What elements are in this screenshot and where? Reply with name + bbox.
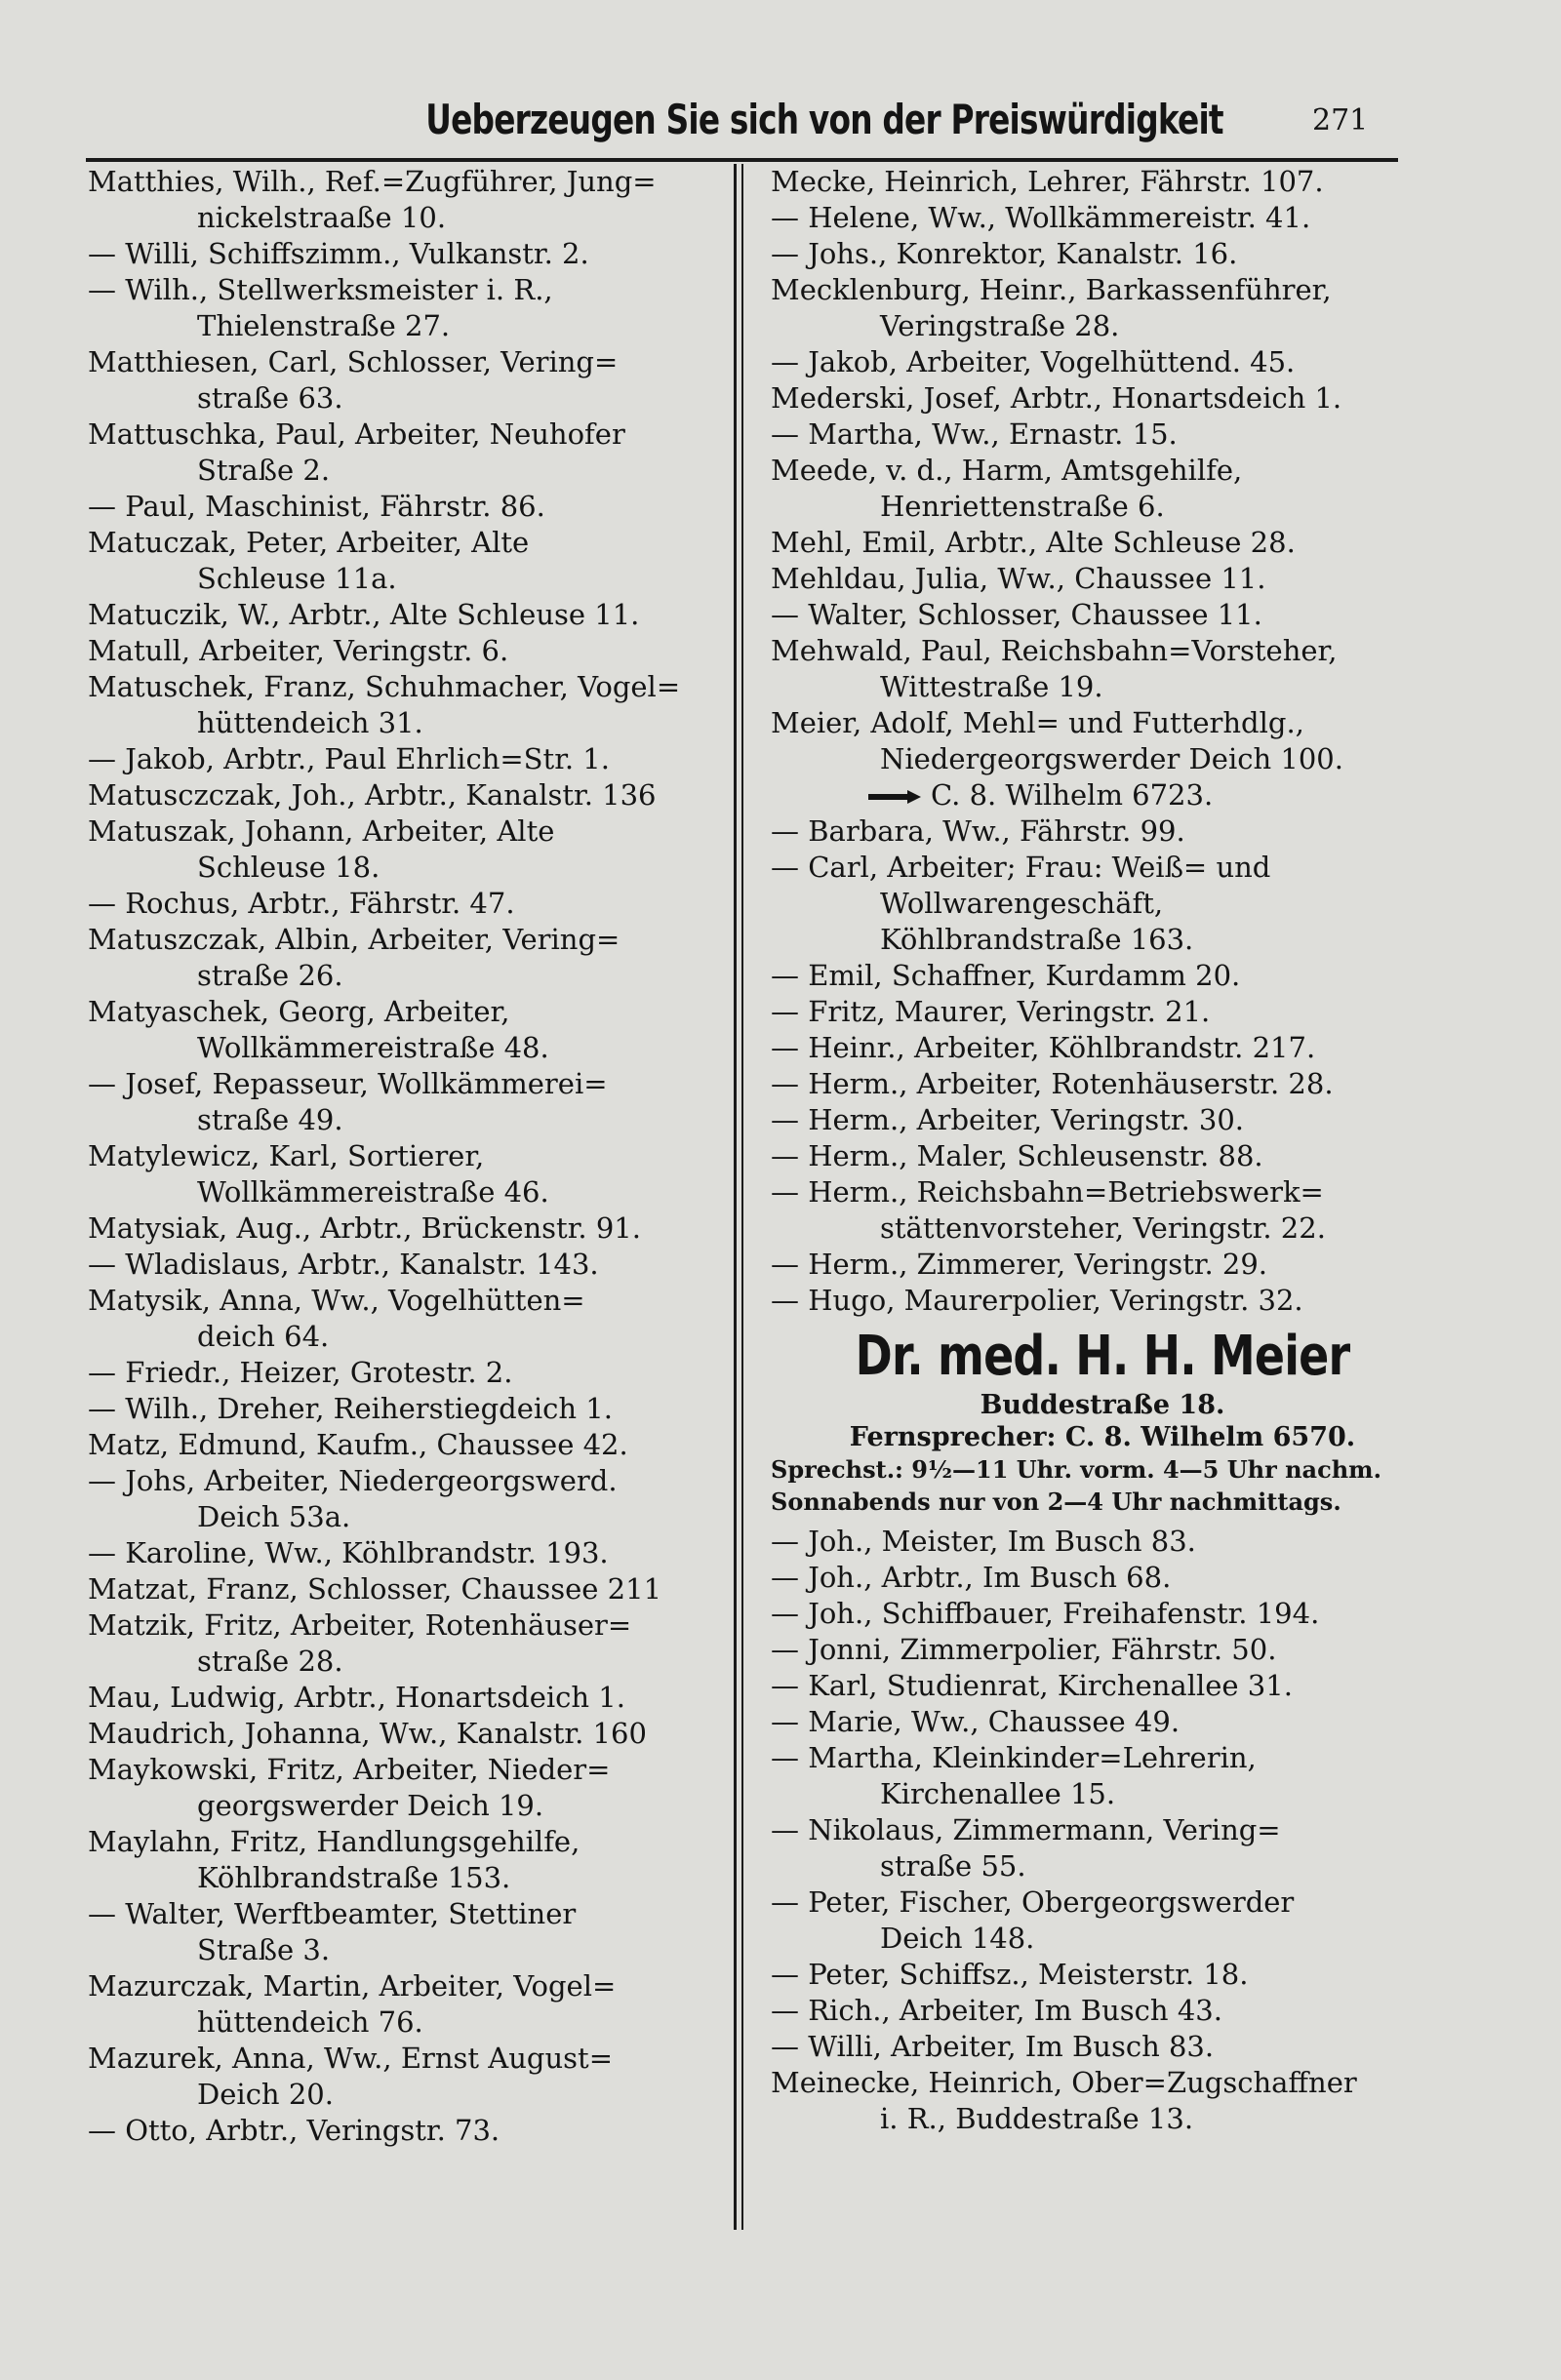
directory-entry: [771, 2029, 1434, 2065]
directory-entry: [771, 200, 1434, 236]
directory-entry: [88, 2113, 722, 2149]
entry-line: — Jonni, Zimmerpolier, Fährstr. 50.: [771, 1633, 1277, 1666]
directory-entry: [771, 1668, 1434, 1704]
directory-entry: [771, 958, 1434, 994]
directory-entry: [88, 272, 722, 344]
entry-line: — Fritz, Maurer, Veringstr. 21.: [771, 995, 1211, 1028]
entry-line: — Karl, Studienrat, Kirchenallee 31.: [771, 1669, 1293, 1702]
entry-line: — Barbara, Ww., Fährstr. 99.: [771, 814, 1185, 848]
directory-entry: [771, 1740, 1434, 1812]
directory-entry: [88, 525, 722, 597]
directory-entry: [88, 1427, 722, 1463]
directory-entry: [88, 1571, 722, 1607]
directory-entry: [88, 633, 722, 669]
entry-line: — Martha, Ww., Ernastr. 15.: [771, 417, 1178, 451]
ad-address: Buddestraße 18.: [980, 1390, 1225, 1420]
entry-line: — Joh., Schiffbauer, Freihafenstr. 194.: [771, 1597, 1320, 1630]
directory-entry: [771, 633, 1434, 705]
entry-line: — Herm., Maler, Schleusenstr. 88.: [771, 1139, 1263, 1172]
entry-line: Matull, Arbeiter, Veringstr. 6.: [88, 634, 509, 667]
entry-line: — Hugo, Maurerpolier, Veringstr. 32.: [771, 1284, 1303, 1317]
entry-line: — Herm., Arbeiter, Veringstr. 30.: [771, 1103, 1245, 1136]
directory-entry: [771, 850, 1434, 958]
entry-continuation: Deich 53a.: [197, 1500, 351, 1533]
right-column-top: [771, 164, 1434, 1319]
directory-entry: [771, 1596, 1434, 1632]
entry-line: — Nikolaus, Zimmermann, Vering=: [771, 1813, 1281, 1846]
entry-line: Mecklenburg, Heinr., Barkassenführer,: [771, 273, 1332, 306]
entry-line: Mederski, Josef, Arbtr., Honartsdeich 1.: [771, 381, 1342, 415]
entry-line: Mehwald, Paul, Reichsbahn=Vorsteher,: [771, 634, 1338, 667]
entry-line: — Karoline, Ww., Köhlbrandstr. 193.: [88, 1536, 609, 1569]
entry-continuation: Wollwarengeschäft,: [880, 887, 1164, 920]
entry-line: Matuszczak, Albin, Arbeiter, Vering=: [88, 923, 620, 956]
entry-line: — Joh., Arbtr., Im Busch 68.: [771, 1561, 1172, 1594]
entry-continuation: Schleuse 11a.: [197, 562, 397, 595]
directory-entry: [771, 561, 1434, 597]
entry-continuation: Köhlbrandstraße 153.: [197, 1861, 511, 1894]
entry-line: — Herm., Arbeiter, Rotenhäuserstr. 28.: [771, 1067, 1334, 1100]
directory-entry: [771, 1560, 1434, 1596]
directory-entry: [771, 1812, 1434, 1884]
entry-continuation: georgswerder Deich 19.: [197, 1789, 544, 1822]
directory-entry: [88, 416, 722, 489]
entry-line: Mehl, Emil, Arbtr., Alte Schleuse 28.: [771, 526, 1296, 559]
entry-line: Mazurczak, Martin, Arbeiter, Vogel=: [88, 1969, 617, 2003]
entry-line: — Heinr., Arbeiter, Köhlbrandstr. 217.: [771, 1031, 1316, 1064]
entry-line: — Johs., Konrektor, Kanalstr. 16.: [771, 237, 1238, 270]
entry-continuation: i. R., Buddestraße 13.: [880, 2102, 1194, 2135]
directory-entry: [88, 164, 722, 236]
directory-entry: [88, 1752, 722, 1824]
entry-line: Matuczak, Peter, Arbeiter, Alte: [88, 526, 530, 559]
directory-entry: [771, 705, 1434, 777]
entry-continuation: Thielenstraße 27.: [197, 309, 451, 342]
entry-line: — Wilh., Stellwerksmeister i. R.,: [88, 273, 553, 306]
entry-line: Matuczik, W., Arbtr., Alte Schleuse 11.: [88, 598, 640, 631]
page-number: 271: [1312, 103, 1369, 138]
entry-line: — Walter, Schlosser, Chaussee 11.: [771, 598, 1262, 631]
entry-continuation: straße 28.: [197, 1645, 343, 1678]
telephone-pointer-icon: [868, 790, 921, 804]
directory-entry: [771, 1957, 1434, 1993]
directory-entry: [88, 2041, 722, 2113]
directory-entry: [88, 1283, 722, 1355]
entry-line: Matysik, Anna, Ww., Vogelhütten=: [88, 1284, 585, 1317]
entry-line: — Peter, Schiffsz., Meisterstr. 18.: [771, 1958, 1249, 1991]
directory-entry: [771, 1283, 1434, 1319]
directory-entry: [771, 1174, 1434, 1247]
entry-continuation: Deich 20.: [197, 2078, 334, 2111]
entry-line: — Wilh., Dreher, Reiherstiegdeich 1.: [88, 1392, 613, 1425]
entry-line: [771, 777, 1434, 813]
entry-line: Maylahn, Fritz, Handlungsgehilfe,: [88, 1825, 580, 1858]
directory-entry: [88, 741, 722, 777]
directory-entry: [771, 525, 1434, 561]
directory-entry: [771, 1102, 1434, 1138]
directory-entry: [771, 1524, 1434, 1560]
entry-line: — Carl, Arbeiter; Frau: Weiß= und: [771, 851, 1271, 884]
directory-entry: [88, 1355, 722, 1391]
directory-entry: [771, 272, 1434, 344]
directory-entry: [771, 236, 1434, 272]
entry-line: — Walter, Werftbeamter, Stettiner: [88, 1897, 577, 1930]
entry-line: Mau, Ludwig, Arbtr., Honartsdeich 1.: [88, 1681, 625, 1714]
column-divider: [734, 164, 737, 2230]
entry-line: — Rochus, Arbtr., Fährstr. 47.: [88, 887, 515, 920]
entry-line: — Emil, Schaffner, Kurdamm 20.: [771, 959, 1241, 992]
directory-entry: [88, 1463, 722, 1535]
entry-continuation: nickelstraaße 10.: [197, 201, 447, 234]
entry-line: — Herm., Reichsbahn=Betriebswerk=: [771, 1175, 1324, 1209]
directory-entry: [88, 1607, 722, 1680]
entry-continuation: Henriettenstraße 6.: [880, 490, 1165, 523]
entry-continuation: Wollkämmereistraße 48.: [197, 1031, 549, 1064]
entry-line: — Friedr., Heizer, Grotestr. 2.: [88, 1356, 513, 1389]
entry-line: — Paul, Maschinist, Fährstr. 86.: [88, 490, 545, 523]
doctor-advertisement: [771, 1325, 1434, 1518]
entry-line: — Rich., Arbeiter, Im Busch 43.: [771, 1994, 1222, 2027]
directory-entry: [88, 344, 722, 416]
directory-entry: [771, 344, 1434, 380]
directory-entry: [771, 416, 1434, 453]
ad-doctor-name: Dr. med. H. H. Meier: [855, 1325, 1350, 1388]
directory-entry: [88, 777, 722, 813]
directory-entry: [88, 236, 722, 272]
entry-line: — Joh., Meister, Im Busch 83.: [771, 1525, 1196, 1558]
directory-entry: [88, 1535, 722, 1571]
entry-line: — Marie, Ww., Chaussee 49.: [771, 1705, 1181, 1738]
entry-line: Meede, v. d., Harm, Amtsgehilfe,: [771, 454, 1243, 487]
entry-line: — Jakob, Arbtr., Paul Ehrlich=Str. 1.: [88, 742, 610, 775]
directory-entry: [771, 1704, 1434, 1740]
entry-line: Matzat, Franz, Schlosser, Chaussee 211: [88, 1572, 662, 1606]
entry-line: Maudrich, Johanna, Ww., Kanalstr. 160: [88, 1717, 647, 1750]
entry-line: — Herm., Zimmerer, Veringstr. 29.: [771, 1248, 1268, 1281]
entry-line: Matuschek, Franz, Schuhmacher, Vogel=: [88, 670, 681, 703]
directory-entry: [771, 777, 1434, 813]
directory-entry: [771, 164, 1434, 200]
directory-entry: [771, 380, 1434, 416]
directory-entry: [771, 453, 1434, 525]
directory-entry: [771, 1138, 1434, 1174]
entry-continuation: Wollkämmereistraße 46.: [197, 1175, 549, 1209]
entry-line: Meier, Adolf, Mehl= und Futterhdlg.,: [771, 706, 1304, 739]
directory-entry: [771, 1993, 1434, 2029]
telephone-number: C. 8. Wilhelm 6723.: [931, 778, 1214, 812]
entry-line: — Josef, Repasseur, Wollkämmerei=: [88, 1067, 608, 1100]
ad-hours: Sprechst.: 9½—11 Uhr. vorm. 4—5 Uhr nachm.: [771, 1455, 1381, 1484]
entry-continuation: Wittestraße 19.: [880, 670, 1103, 703]
entry-line: Matuszak, Johann, Arbeiter, Alte: [88, 814, 555, 848]
entry-line: — Willi, Arbeiter, Im Busch 83.: [771, 2030, 1215, 2063]
entry-line: Meinecke, Heinrich, Ober=Zugschaffner: [771, 2066, 1357, 2099]
directory-entry: [88, 1716, 722, 1752]
directory-entry: [88, 1066, 722, 1138]
entry-continuation: Schleuse 18.: [197, 851, 380, 884]
directory-entry: [88, 1247, 722, 1283]
directory-entry: [88, 1680, 722, 1716]
directory-entry: [771, 1247, 1434, 1283]
entry-continuation: straße 55.: [880, 1849, 1026, 1883]
entry-continuation: Deich 148.: [880, 1922, 1035, 1955]
entry-line: — Jakob, Arbeiter, Vogelhüttend. 45.: [771, 345, 1296, 378]
entry-continuation: straße 63.: [197, 381, 343, 415]
directory-entry: [88, 1138, 722, 1210]
column-divider-inner: [741, 164, 743, 2230]
entry-line: Matthies, Wilh., Ref.=Zugführer, Jung=: [88, 165, 657, 198]
entry-line: Matzik, Fritz, Arbeiter, Rotenhäuser=: [88, 1608, 632, 1642]
directory-entry: [88, 886, 722, 922]
directory-entry: [771, 1632, 1434, 1668]
entry-continuation: deich 64.: [197, 1320, 330, 1353]
directory-entry: [771, 1066, 1434, 1102]
directory-entry: [88, 489, 722, 525]
entry-line: Matthiesen, Carl, Schlosser, Vering=: [88, 345, 619, 378]
directory-entry: [88, 1391, 722, 1427]
header-rule: [86, 158, 1398, 162]
entry-continuation: Niedergeorgswerder Deich 100.: [880, 742, 1343, 775]
directory-entry: [771, 994, 1434, 1030]
directory-entry: [88, 813, 722, 886]
entry-line: Matusczczak, Joh., Arbtr., Kanalstr. 136: [88, 778, 657, 812]
entry-line: — Wladislaus, Arbtr., Kanalstr. 143.: [88, 1248, 599, 1281]
directory-entry: [88, 1210, 722, 1247]
directory-entry: [88, 597, 722, 633]
directory-entry: [771, 1030, 1434, 1066]
directory-entry: [771, 1884, 1434, 1957]
entry-continuation: stättenvorsteher, Veringstr. 22.: [880, 1211, 1326, 1245]
entry-continuation: Veringstraße 28.: [880, 309, 1120, 342]
directory-entry: [88, 1824, 722, 1896]
directory-entry: [88, 994, 722, 1066]
directory-entry: [88, 922, 722, 994]
page-title: Ueberzeugen Sie sich von der Preiswürdigkeit: [425, 96, 1223, 143]
directory-entry: [88, 1896, 722, 1968]
entry-line: — Peter, Fischer, Obergeorgswerder: [771, 1885, 1295, 1919]
left-column: [88, 164, 722, 2149]
directory-entry: [771, 2065, 1434, 2137]
entry-line: Matysiak, Aug., Arbtr., Brückenstr. 91.: [88, 1211, 641, 1245]
entry-continuation: Köhlbrandstraße 163.: [880, 923, 1194, 956]
ad-phone: Fernsprecher: C. 8. Wilhelm 6570.: [849, 1422, 1356, 1452]
entry-line: — Martha, Kleinkinder=Lehrerin,: [771, 1741, 1257, 1774]
right-column-bottom: [771, 1524, 1434, 2137]
directory-entry: [771, 813, 1434, 850]
entry-line: — Otto, Arbtr., Veringstr. 73.: [88, 2114, 500, 2147]
entry-line: Mecke, Heinrich, Lehrer, Fährstr. 107.: [771, 165, 1324, 198]
entry-line: — Helene, Ww., Wollkämmereistr. 41.: [771, 201, 1311, 234]
page-header: [0, 94, 1561, 152]
entry-line: Mehldau, Julia, Ww., Chaussee 11.: [771, 562, 1266, 595]
entry-continuation: Straße 3.: [197, 1933, 331, 1966]
entry-continuation: Straße 2.: [197, 454, 331, 487]
entry-continuation: hüttendeich 76.: [197, 2005, 423, 2039]
entry-line: Matz, Edmund, Kaufm., Chaussee 42.: [88, 1428, 628, 1461]
directory-entry: [771, 597, 1434, 633]
entry-line: — Johs, Arbeiter, Niedergeorgswerd.: [88, 1464, 618, 1497]
entry-continuation: Kirchenallee 15.: [880, 1777, 1116, 1810]
directory-entry: [88, 1968, 722, 2041]
ad-saturday: Sonnabends nur von 2—4 Uhr nachmittags.: [771, 1488, 1341, 1516]
entry-continuation: straße 49.: [197, 1103, 343, 1136]
entry-line: — Willi, Schiffszimm., Vulkanstr. 2.: [88, 237, 589, 270]
entry-line: Maykowski, Fritz, Arbeiter, Nieder=: [88, 1753, 611, 1786]
entry-continuation: straße 26.: [197, 959, 343, 992]
entry-continuation: hüttendeich 31.: [197, 706, 423, 739]
entry-line: Matyaschek, Georg, Arbeiter,: [88, 995, 510, 1028]
entry-line: Mazurek, Anna, Ww., Ernst August=: [88, 2042, 614, 2075]
directory-entry: [88, 669, 722, 741]
entry-line: Mattuschka, Paul, Arbeiter, Neuhofer: [88, 417, 625, 451]
entry-line: Matylewicz, Karl, Sortierer,: [88, 1139, 485, 1172]
right-column: [771, 164, 1434, 2137]
